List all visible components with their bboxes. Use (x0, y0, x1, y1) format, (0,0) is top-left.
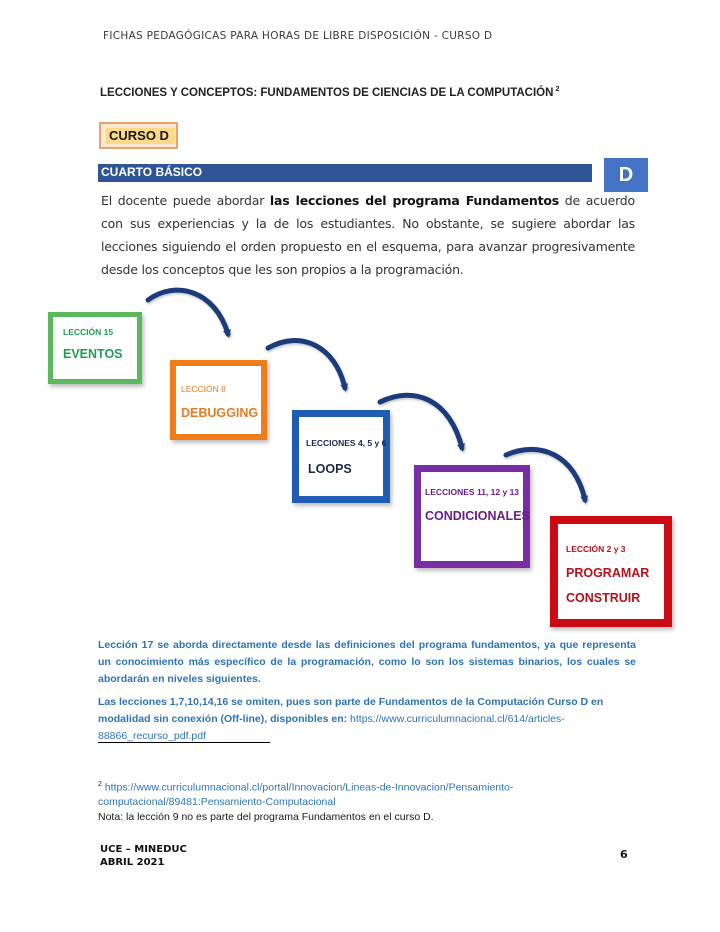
lesson-name: EVENTOS (63, 347, 123, 361)
footnote-number: 2 (98, 781, 102, 788)
lesson-name: LOOPS (308, 462, 352, 476)
lesson-box-loops (292, 410, 390, 503)
note-omitted-text: Las lecciones 1,7,10,14,16 se omiten, pues son parte de Fundamentos de la Computación Curso D en modalidad sin conexión (Off-line), disponibles en: (98, 696, 604, 725)
note-lesson-17: Lección 17 se aborda directamente desde las definiciones del programa fundamentos, ya que representa un conocimiento más específico de la programación, como lo son los sistemas binarios, los cuales se abordarán en niveles siguientes. (98, 639, 636, 685)
intro-bold: las lecciones del programa Fundamentos (269, 193, 559, 208)
footnote-ref[interactable]: 2 (555, 86, 560, 93)
lesson-name: CONDICIONALES (425, 509, 530, 523)
lesson-box-debugging (170, 360, 267, 440)
arrow-1-icon (148, 290, 228, 334)
footnote-link[interactable]: https://www.curriculumnacional.cl/portal/Innovacion/Lineas-de-Innovacion/Pensamiento-computacional/89481:Pensamiento-Computacional (98, 781, 514, 808)
lesson-box-programar (550, 516, 672, 627)
section-title (100, 86, 559, 99)
arrow-2-icon (268, 341, 345, 388)
lesson-label: LECCIÓN 2 y 3 (566, 544, 626, 554)
footnote-divider (98, 742, 270, 743)
footer-date: ABRIL 2021 (100, 856, 165, 868)
intro-text-2: de acuerdo con sus experiencias y la de los estudiantes. No obstante, se sugiere abordar las lecciones siguiendo el orden propuesto en el esquema, para avanzar progresivamente desde los conceptos que les son propios a la programación. (101, 193, 635, 277)
curso-badge (99, 122, 178, 149)
arrow-3-icon (380, 395, 462, 448)
level-bar-label: CUARTO BÁSICO (101, 165, 203, 179)
recurso-pdf-link[interactable]: https://www.curriculumnacional.cl/614/articles-88866_recurso_pdf.pdf (98, 713, 565, 742)
lesson-label: LECCIÓN 15 (63, 327, 114, 337)
footer-credit (100, 844, 187, 869)
lesson-box-condicionales (414, 465, 530, 568)
page-number: 6 (620, 848, 628, 861)
lesson-name: DEBUGGING (181, 406, 259, 420)
lesson-label: LECCIÓN 8 (181, 384, 226, 394)
footnote (98, 778, 638, 824)
lesson-box-eventos (48, 312, 142, 384)
lesson-label: LECCIONES 4, 5 y 6 (306, 438, 387, 448)
level-letter-badge: D (604, 158, 648, 192)
footnote-note: Nota: la lección 9 no es parte del programa Fundamentos en el curso D. (98, 810, 434, 823)
lesson-name-2: CONSTRUIR (566, 591, 641, 605)
intro-text: El docente puede abordar (101, 193, 270, 208)
note-omitted-lessons (98, 694, 638, 745)
running-header: FICHAS PEDAGÓGICAS PARA HORAS DE LIBRE DISPOSICIÓN - CURSO D (103, 30, 493, 42)
lesson-label: LECCIONES 11, 12 y 13 (425, 487, 520, 497)
lesson-name: PROGRAMAR (566, 566, 650, 580)
section-title-text: LECCIONES Y CONCEPTOS: FUNDAMENTOS DE CIENCIAS DE LA COMPUTACIÓN (100, 86, 554, 99)
intro-paragraph (101, 189, 635, 281)
curso-badge-label: CURSO D (106, 128, 175, 144)
footer-org: UCE – MINEDUC (100, 844, 187, 855)
level-bar (98, 164, 592, 182)
